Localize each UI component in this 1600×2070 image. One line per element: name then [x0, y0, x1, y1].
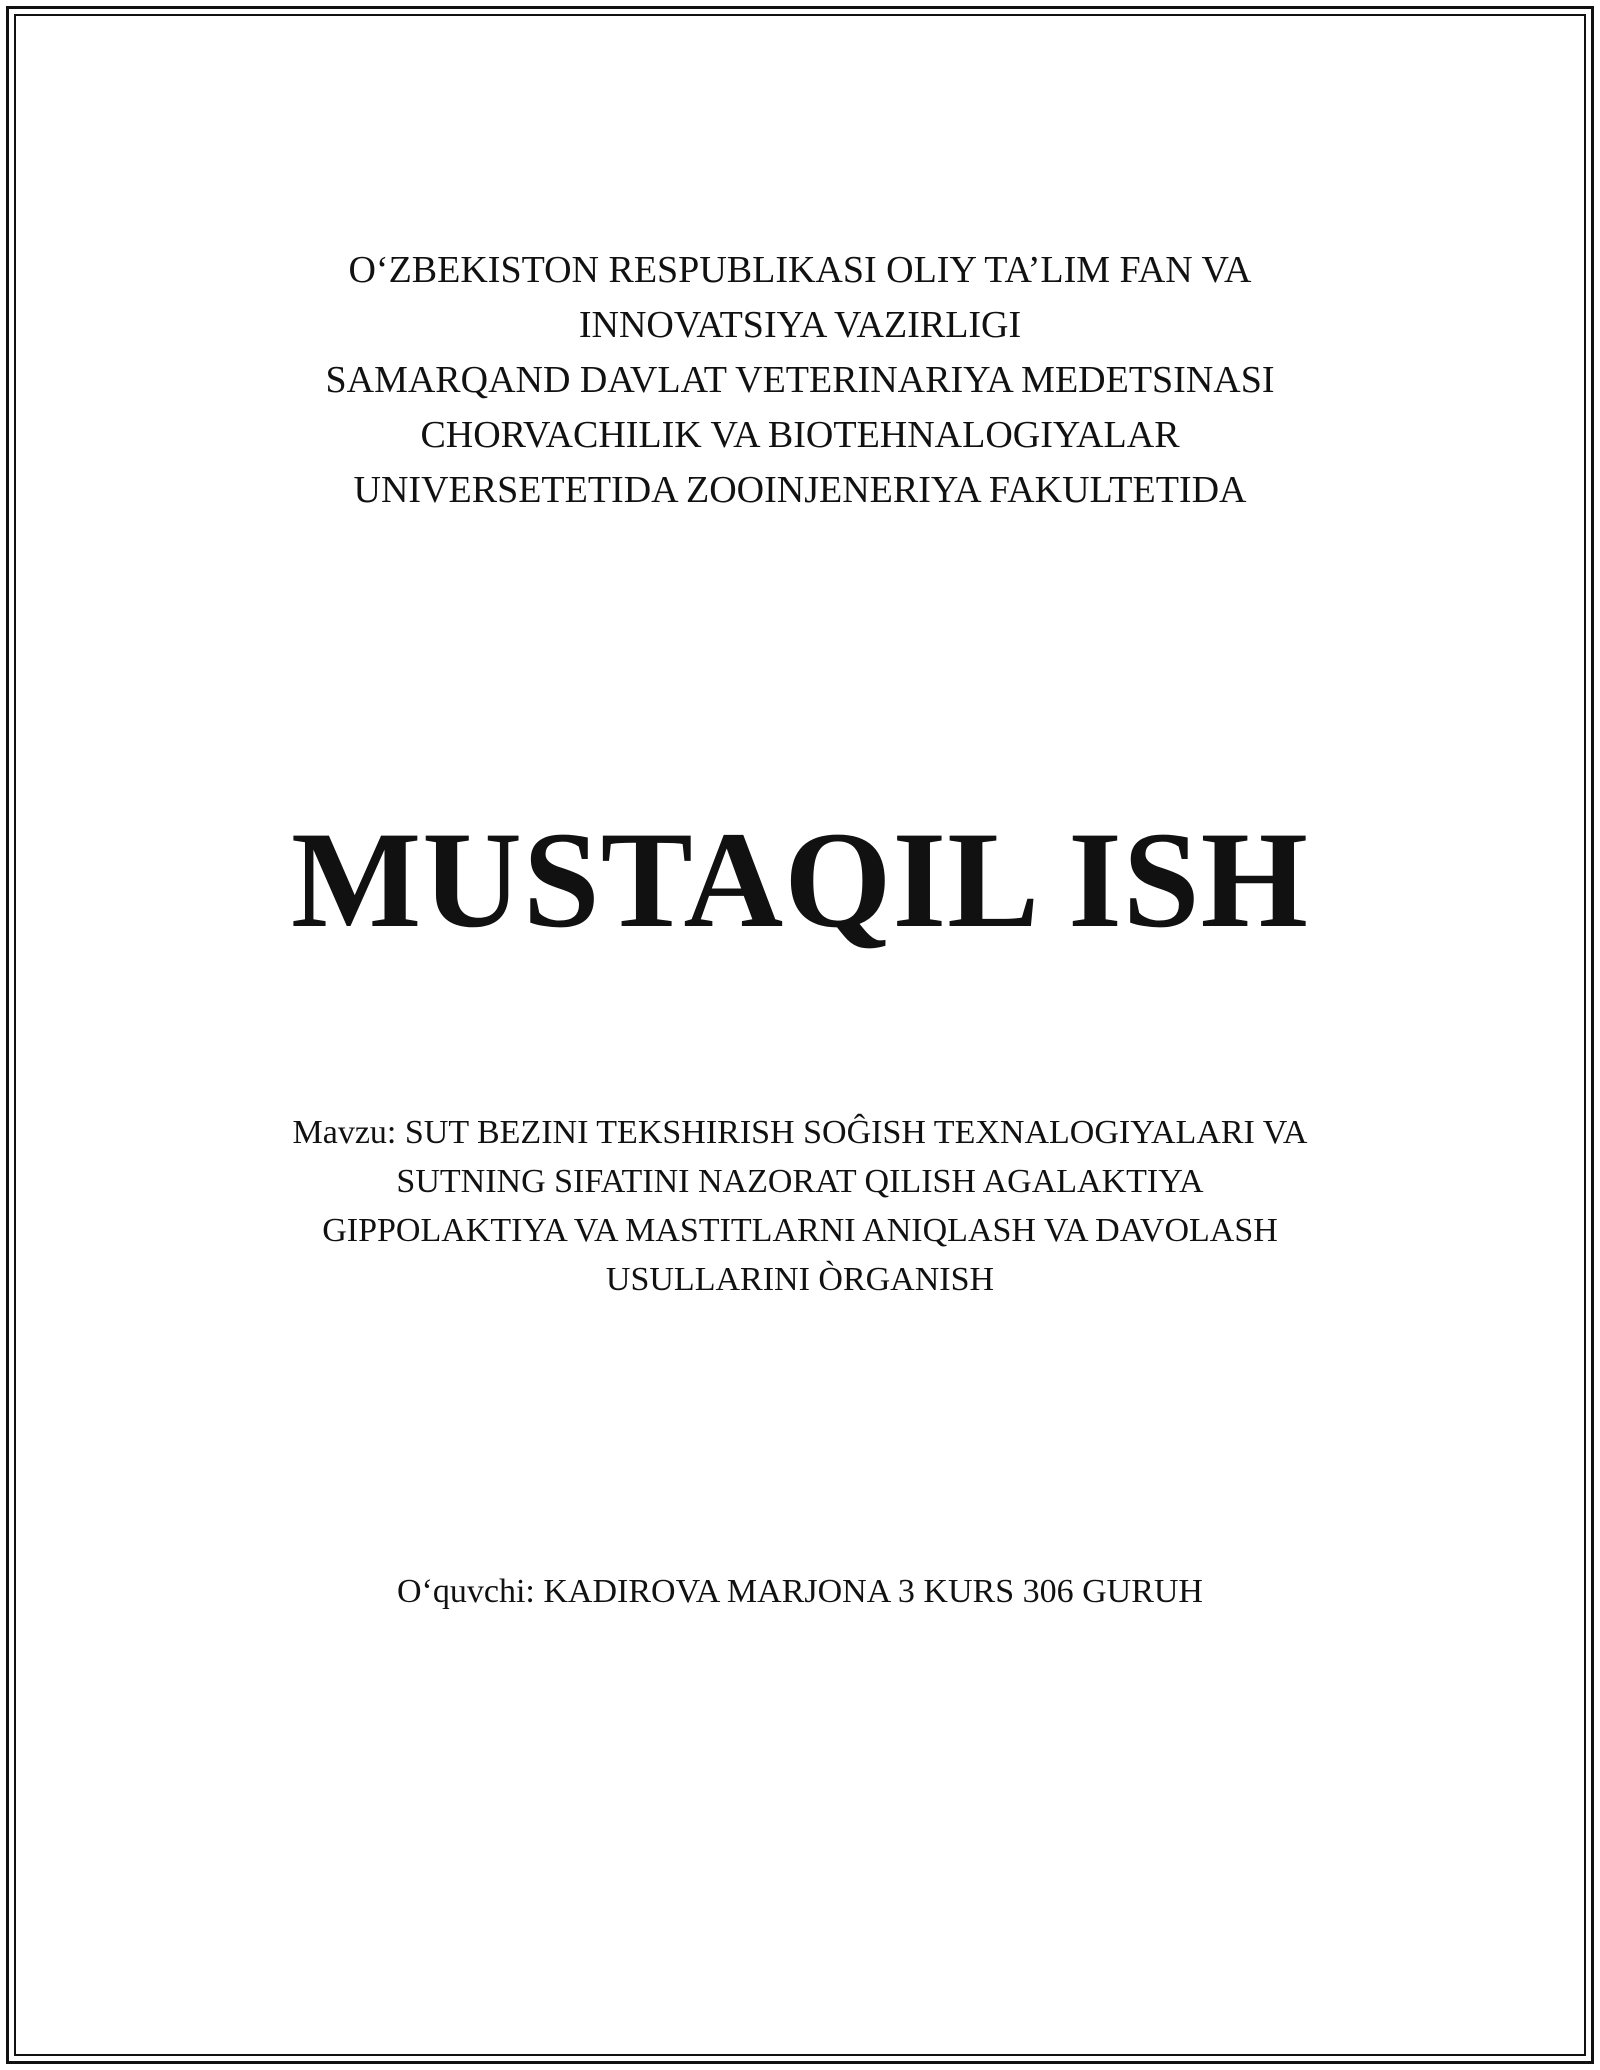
topic-section	[0, 1108, 1600, 1304]
student-name: KADIROVA MARJONA 3 KURS 306 GURUH	[543, 1573, 1203, 1610]
document-title: MUSTAQIL ISH	[291, 803, 1309, 956]
institution-header	[0, 243, 1600, 518]
topic-text: USULLARINI ÒRGANISH	[605, 1261, 995, 1298]
student-section	[0, 1568, 1600, 1616]
student-label: O‘quvchi:	[397, 1573, 535, 1610]
institution-header-line: UNIVERSETETIDA ZOOINJENERIYA FAKULTETIDA	[353, 469, 1247, 511]
topic-line-first	[0, 1108, 1600, 1157]
student-line	[0, 1568, 1600, 1616]
institution-header-line: CHORVACHILIK VA BIOTEHNALOGIYALAR	[420, 414, 1180, 456]
topic-text: SUTNING SIFATINI NAZORAT QILISH AGALAKTIYA	[396, 1163, 1204, 1200]
topic-label: Mavzu:	[292, 1114, 397, 1151]
topic-text: SUT BEZINI TEKSHIRISH SOĜISH TEXNALOGIYALARI VA	[404, 1114, 1308, 1151]
institution-header-line: INNOVATSIYA VAZIRLIGI	[578, 304, 1022, 346]
institution-header-line: O‘ZBEKISTON RESPUBLIKASI OLIY TA’LIM FAN VA	[348, 249, 1252, 291]
topic-text: GIPPOLAKTIYA VA MASTITLARNI ANIQLASH VA DAVOLASH	[322, 1212, 1278, 1249]
institution-header-line: SAMARQAND DAVLAT VETERINARIYA MEDETSINASI	[325, 359, 1275, 401]
